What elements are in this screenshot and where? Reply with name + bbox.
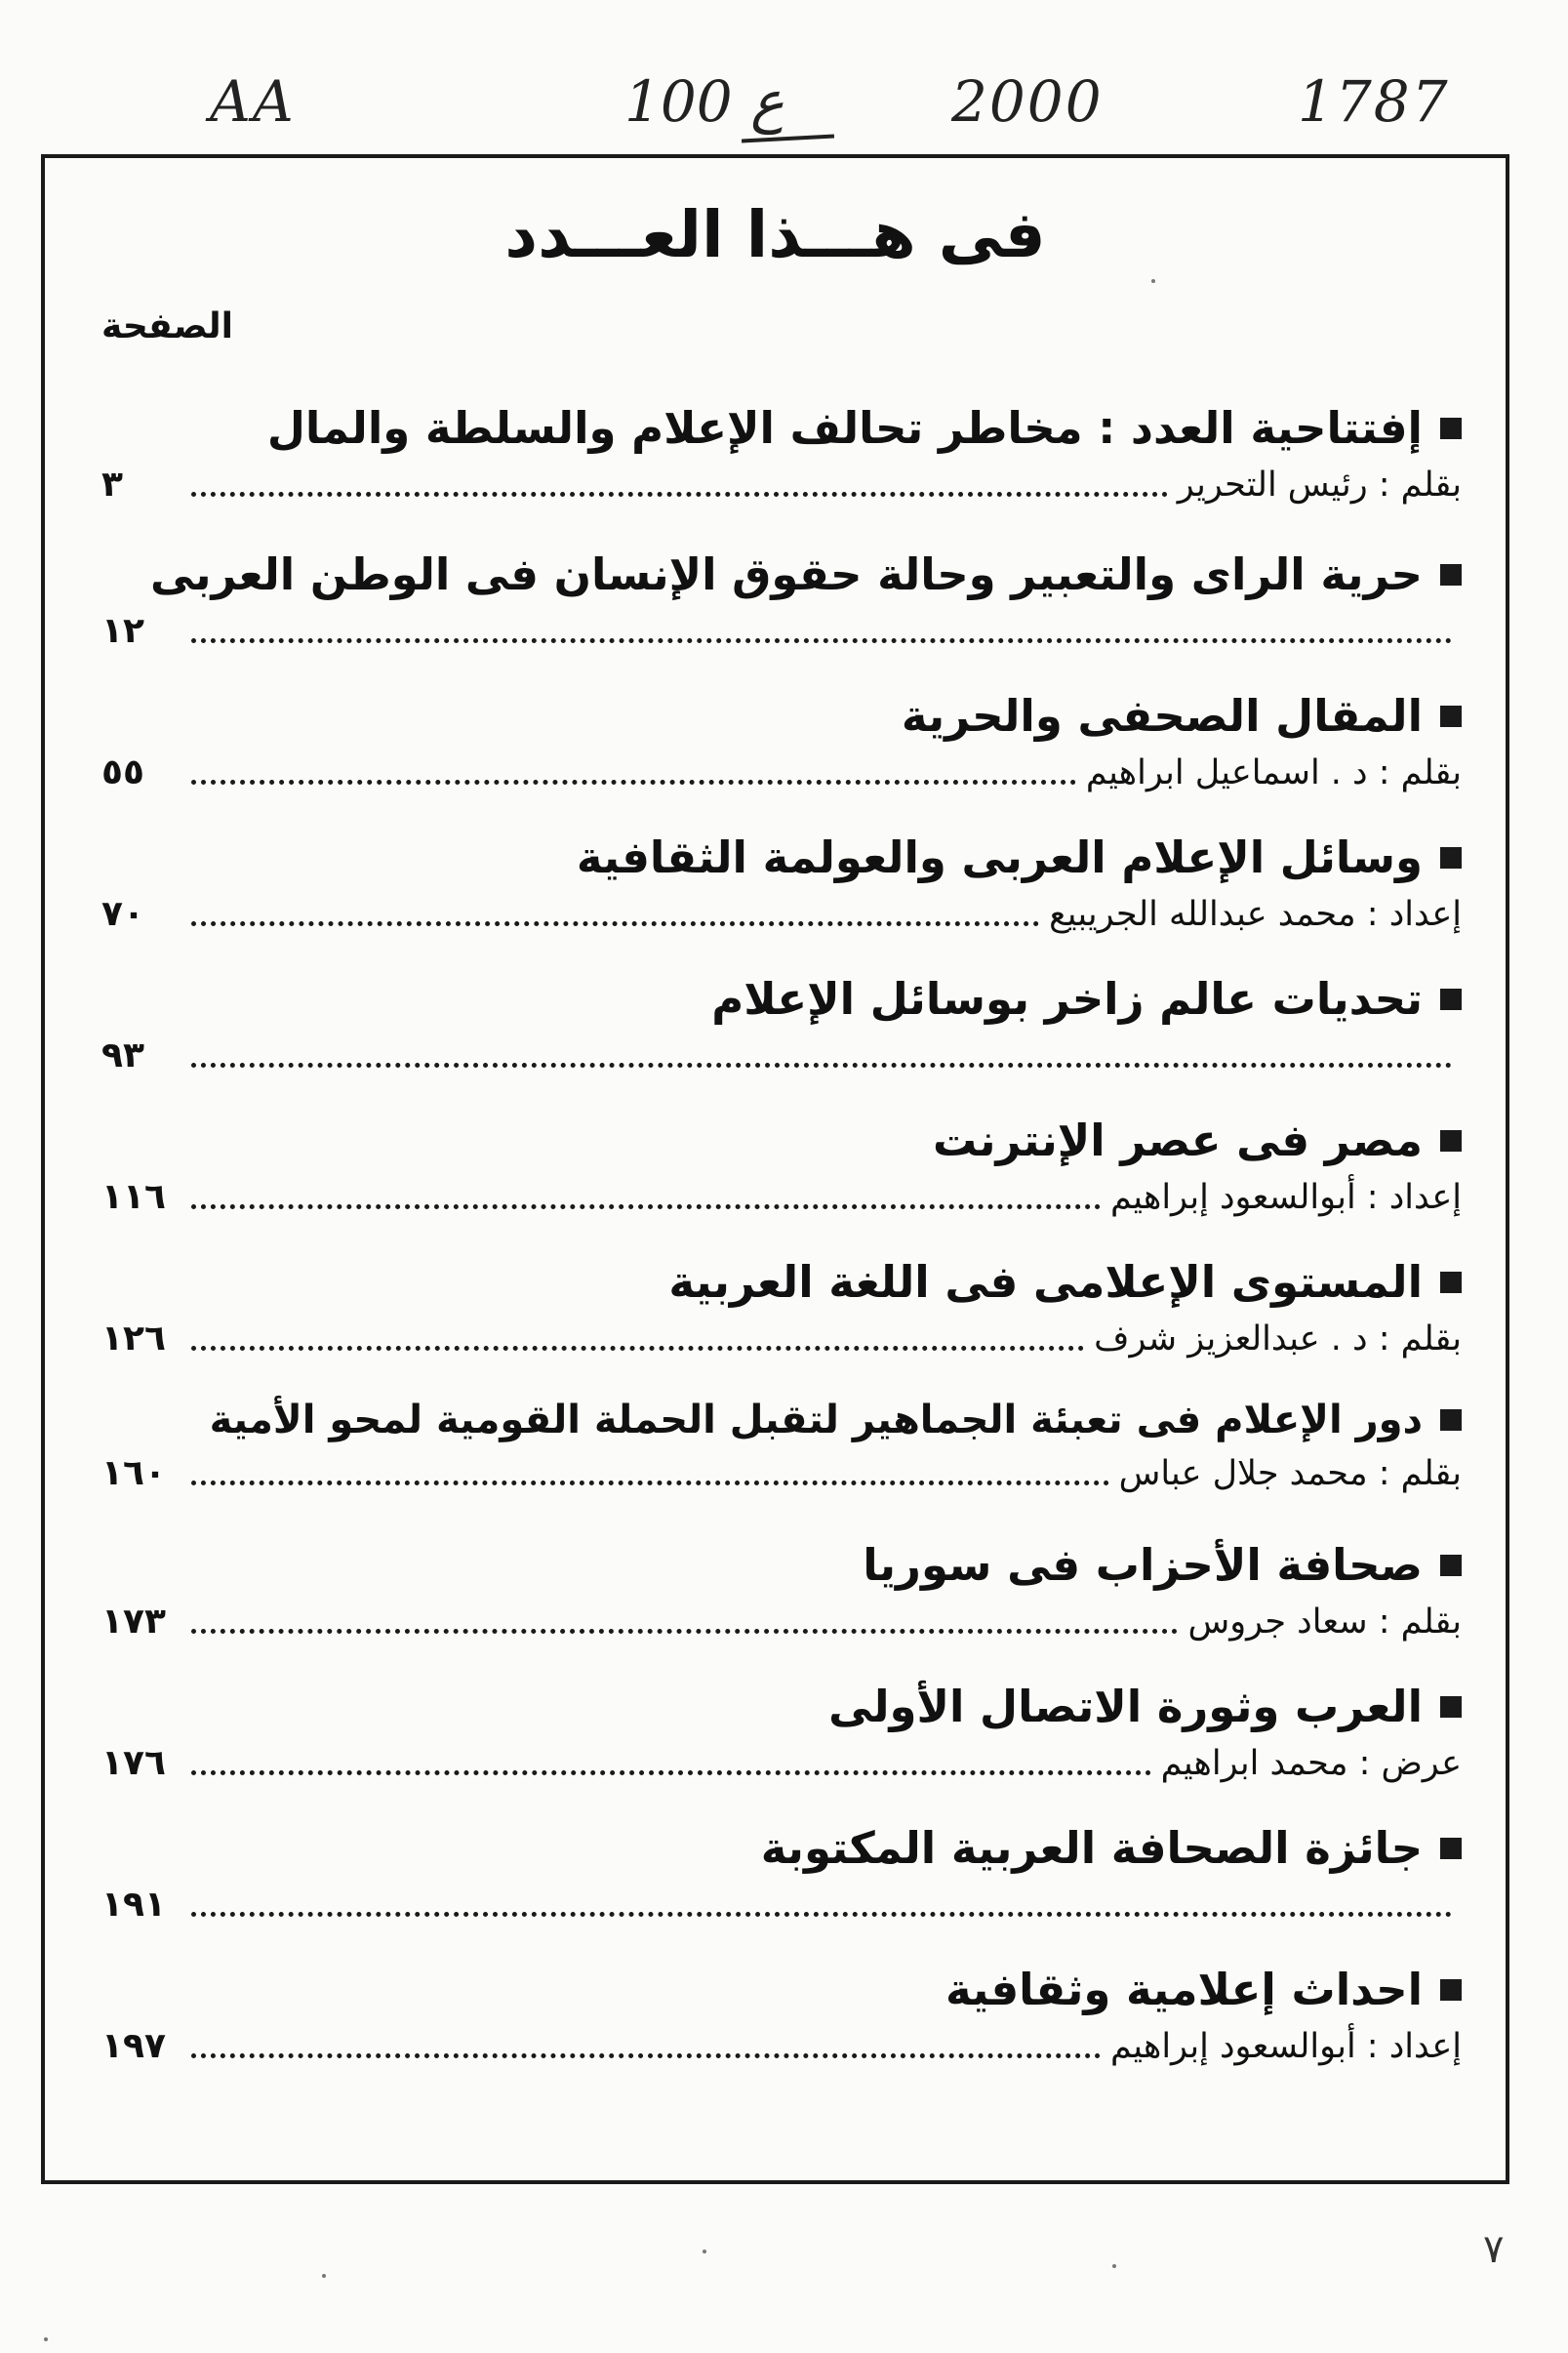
entry-byline: بقلم : سعاد جروس [1187,1602,1462,1642]
entry-page-number: ٥٥ [101,752,144,792]
dot-leader [191,1346,1084,1351]
dot-leader [191,492,1168,497]
entry-page-number: ٩٣ [101,1035,144,1075]
square-bullet-icon [1440,989,1462,1010]
handwritten-note-issue: 100 ع [624,68,784,135]
entry-title: جائزة الصحافة العربية المكتوبة [760,1822,1423,1874]
toc-entry [101,690,1462,796]
toc-entry [101,1256,1462,1362]
entry-title: العرب وثورة الاتصال الأولى [828,1681,1423,1732]
dot-leader [191,921,1039,926]
scan-speck [322,2274,326,2278]
square-bullet-icon [1440,1130,1462,1152]
square-bullet-icon [1440,564,1462,586]
toc-entry [101,402,1462,508]
entry-page-number: ١٩٧ [101,2026,166,2066]
entry-page-number: ١٧٦ [101,1743,166,1783]
square-bullet-icon [1440,1696,1462,1718]
toc-entry [101,1964,1462,2070]
entry-page-number: ١٩١ [101,1885,166,1925]
dot-leader [191,780,1076,785]
entry-page-number: ١٦٠ [101,1453,166,1493]
handwritten-stroke [742,135,834,143]
page-title: فى هـــذا العـــدد [504,197,1046,272]
entry-page-number: ١٢ [101,611,144,651]
square-bullet-icon [1440,706,1462,727]
scan-speck [1112,2264,1116,2268]
dot-leader [191,638,1452,643]
entry-byline: إعداد : أبوالسعود إبراهيم [1110,2027,1462,2066]
toc-entry [101,832,1462,938]
dot-leader [191,1770,1151,1775]
scan-speck [44,2337,48,2341]
dot-leader [191,1063,1452,1068]
entry-byline: بقلم : رئيس التحرير [1177,466,1462,505]
toc-entry [101,1115,1462,1221]
entry-title: صحافة الأحزاب فى سوريا [863,1539,1423,1591]
square-bullet-icon [1440,1409,1462,1431]
entry-byline: بقلم : د . عبدالعزيز شرف [1094,1319,1462,1359]
entry-title: المقال الصحفى والحرية [901,690,1423,742]
toc-entry [101,1822,1462,1928]
square-bullet-icon [1440,1555,1462,1576]
square-bullet-icon [1440,847,1462,869]
square-bullet-icon [1440,1838,1462,1859]
entry-title: تحديات عالم زاخر بوسائل الإعلام [711,973,1423,1025]
square-bullet-icon [1440,418,1462,439]
page-number: ٧ [1483,2227,1505,2272]
handwritten-note-left: AA [210,68,296,135]
entry-byline: إعداد : أبوالسعود إبراهيم [1110,1178,1462,1217]
entry-title: إفتتاحية العدد : مخاطر تحالف الإعلام والسلطة والمال [266,402,1423,454]
dot-leader [191,1481,1109,1485]
dot-leader [191,1912,1452,1917]
entry-page-number: ٧٠ [101,894,144,934]
toc-entry [101,1398,1462,1497]
entry-title: دور الإعلام فى تعبئة الجماهير لتقبل الحملة القومية لمحو الأمية [209,1398,1423,1442]
dot-leader [191,2053,1101,2058]
handwritten-note-year: 2000 [951,68,1104,135]
dot-leader [191,1204,1101,1209]
contents-frame [41,154,1509,2184]
entry-page-number: ١٧٣ [101,1602,166,1642]
handwritten-note-serial: 1787 [1298,68,1450,135]
entry-byline: إعداد : محمد عبدالله الجريبيع [1049,895,1462,934]
square-bullet-icon [1440,1979,1462,2001]
square-bullet-icon [1440,1272,1462,1293]
entry-page-number: ١٢٦ [101,1318,166,1359]
entry-page-number: ٣ [101,465,123,505]
entry-title: المستوى الإعلامى فى اللغة العربية [668,1256,1423,1308]
scan-speck [703,2250,706,2253]
toc-entry [101,1539,1462,1645]
entry-title: وسائل الإعلام العربى والعولمة الثقافية [576,832,1423,883]
entry-byline: عرض : محمد ابراهيم [1160,1744,1462,1783]
toc-entry [101,973,1462,1079]
entry-title: احداث إعلامية وثقافية [945,1964,1423,2015]
toc-entry [101,548,1462,655]
scan-speck [1151,279,1155,283]
toc-entry [101,1681,1462,1787]
entry-page-number: ١١٦ [101,1177,166,1217]
entry-title: مصر فى عصر الإنترنت [933,1115,1423,1166]
dot-leader [191,1629,1178,1634]
page-column-label: الصفحة [101,306,234,346]
entry-byline: بقلم : محمد جلال عباس [1118,1454,1462,1493]
entry-title: حرية الراى والتعبير وحالة حقوق الإنسان فى الوطن العربى [150,548,1423,600]
entry-byline: بقلم : د . اسماعيل ابراهيم [1085,753,1462,792]
